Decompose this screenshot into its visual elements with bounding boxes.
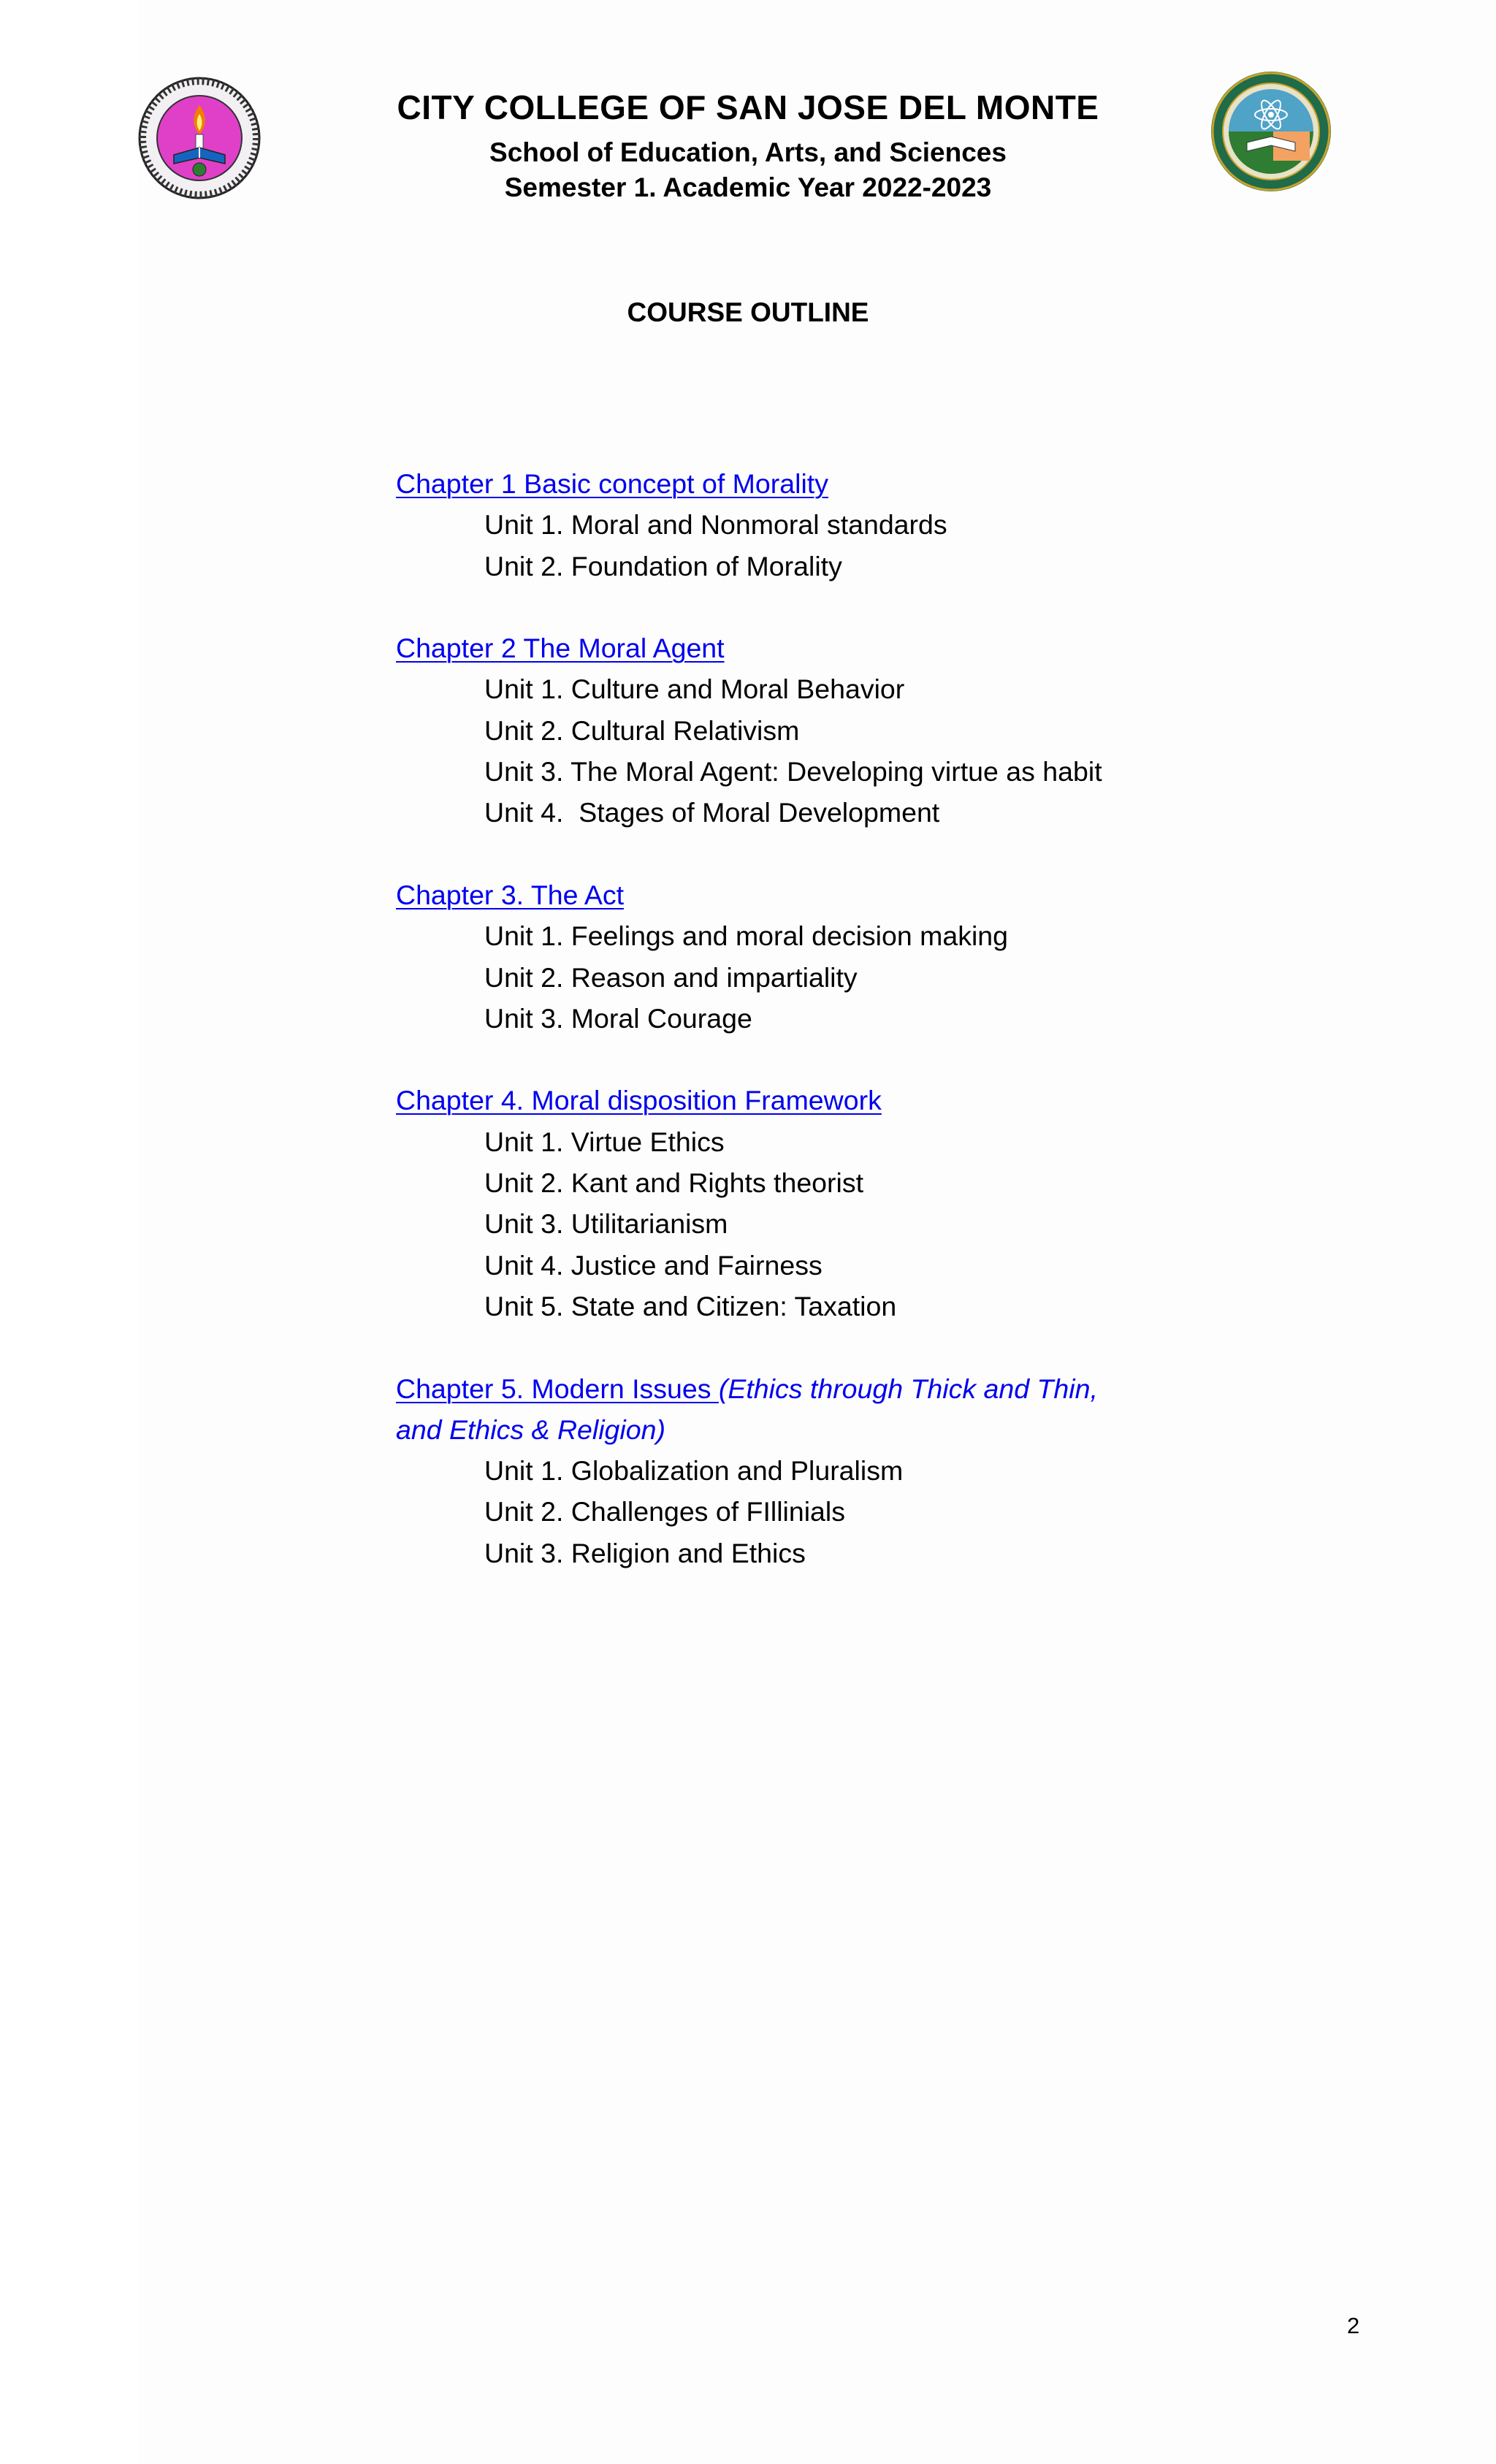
chapter-4 <box>396 1080 1199 1327</box>
unit-item: Unit 2. Reason and impartiality <box>484 961 858 993</box>
unit-item: Unit 3. Utilitarianism <box>484 1208 728 1240</box>
chapter-2 <box>396 628 1199 833</box>
unit-item: Unit 4. Justice and Fairness <box>484 1249 823 1281</box>
semester-line: Semester 1. Academic Year 2022-2023 <box>504 172 992 202</box>
unit-item: Unit 2. Cultural Relativism <box>484 714 800 746</box>
unit-item: Unit 1. Feelings and moral decision making <box>484 920 1009 952</box>
unit-item: Unit 3. Religion and Ethics <box>484 1537 806 1568</box>
unit-item: Unit 1. Culture and Moral Behavior <box>484 674 905 705</box>
chapter-1 <box>396 463 1199 587</box>
unit-item: Unit 1. Globalization and Pluralism <box>484 1455 904 1487</box>
chapter-1-link[interactable]: Chapter 1 Basic concept of Morality <box>396 468 828 499</box>
college-name: CITY COLLEGE OF SAN JOSE DEL MONTE <box>397 88 1099 126</box>
unit-item: Unit 3. Moral Courage <box>484 1002 752 1034</box>
course-outline-list <box>396 463 1199 1614</box>
chapter-3 <box>396 874 1199 1039</box>
unit-item: Unit 2. Kant and Rights theorist <box>484 1167 864 1199</box>
unit-item: Unit 1. Virtue Ethics <box>484 1126 725 1157</box>
school-name: School of Education, Arts, and Sciences <box>489 137 1007 167</box>
chapter-5 <box>396 1368 1199 1574</box>
unit-item: Unit 4. Stages of Moral Development <box>484 797 940 828</box>
unit-item: Unit 2. Challenges of FIllinials <box>484 1496 845 1527</box>
chapter-4-link[interactable]: Chapter 4. Moral disposition Framework <box>396 1085 882 1116</box>
course-outline-title: COURSE OUTLINE <box>627 297 869 327</box>
chapter-2-link[interactable]: Chapter 2 The Moral Agent <box>396 633 725 664</box>
chapter-5-subtitle-continued: and Ethics & Religion) <box>396 1414 665 1445</box>
page-number: 2 <box>1347 2313 1360 2338</box>
unit-item: Unit 5. State and Citizen: Taxation <box>484 1290 897 1321</box>
unit-item: Unit 1. Moral and Nonmoral standards <box>484 509 947 541</box>
unit-item: Unit 2. Foundation of Morality <box>484 550 842 581</box>
chapter-5-subtitle: (Ethics through Thick and Thin, <box>718 1373 1098 1404</box>
unit-item: Unit 3. The Moral Agent: Developing virtue as habit <box>484 756 1102 787</box>
chapter-5-link[interactable]: Chapter 5. Modern Issues <box>396 1373 719 1404</box>
chapter-3-link[interactable]: Chapter 3. The Act <box>396 879 624 910</box>
